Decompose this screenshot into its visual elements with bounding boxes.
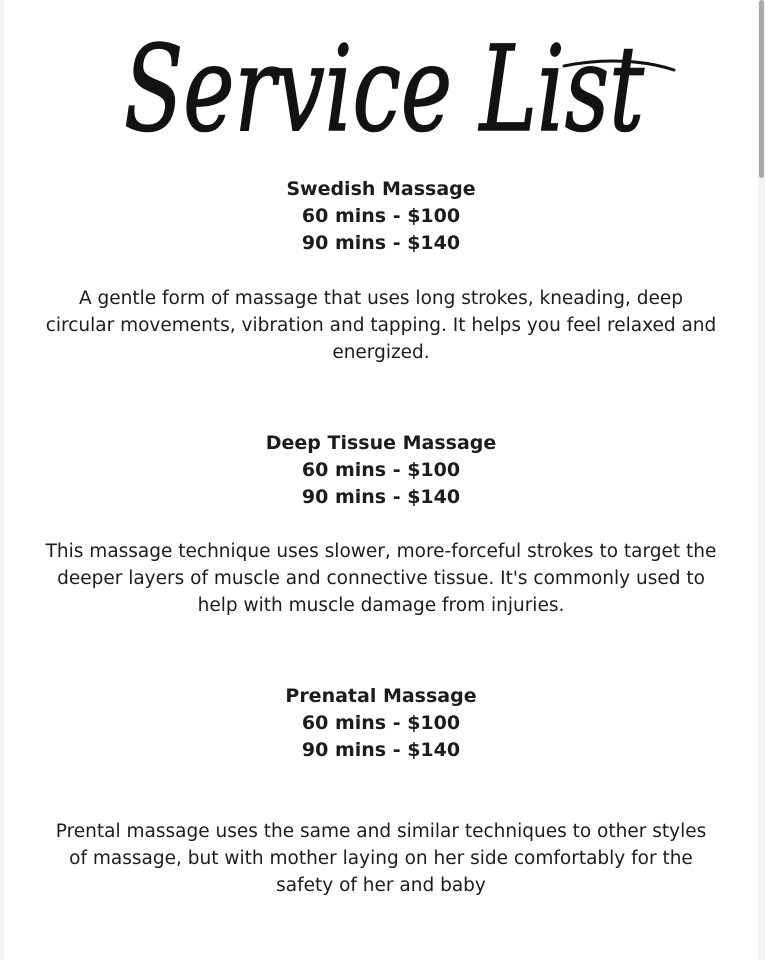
service-list-title-art bbox=[4, 0, 758, 175]
service-price-60: 60 mins - $100 bbox=[301, 459, 461, 481]
service-price-90: 90 mins - $140 bbox=[301, 486, 461, 508]
service-deep-tissue bbox=[4, 430, 758, 511]
service-description: A gentle form of massage that uses long strokes, kneading, deep circular movements, vibration and tapping. It helps you feel relaxed and energized. bbox=[45, 288, 717, 363]
title-text: Service List bbox=[124, 20, 645, 158]
page-title bbox=[4, 0, 758, 175]
service-price-90: 90 mins - $140 bbox=[301, 232, 461, 254]
service-price-60: 60 mins - $100 bbox=[301, 205, 461, 227]
service-swedish bbox=[4, 176, 758, 257]
service-price-90: 90 mins - $140 bbox=[301, 739, 461, 761]
service-name: Deep Tissue Massage bbox=[265, 432, 497, 454]
vertical-scrollbar[interactable] bbox=[758, 0, 765, 960]
service-name: Swedish Massage bbox=[286, 178, 476, 200]
service-description: This massage technique uses slower, more-forceful strokes to target the deeper layers of muscle and connective tissue. It's commonly used to help with muscle damage from injuries. bbox=[45, 541, 717, 616]
service-list-page bbox=[4, 0, 758, 960]
service-prenatal bbox=[4, 683, 758, 764]
scrollbar-thumb[interactable] bbox=[759, 0, 764, 178]
service-description: Prental massage uses the same and similar techniques to other styles of massage, but with mother laying on her side comfortably for the safety of her and baby bbox=[55, 821, 707, 896]
service-name: Prenatal Massage bbox=[285, 685, 477, 707]
service-price-60: 60 mins - $100 bbox=[301, 712, 461, 734]
